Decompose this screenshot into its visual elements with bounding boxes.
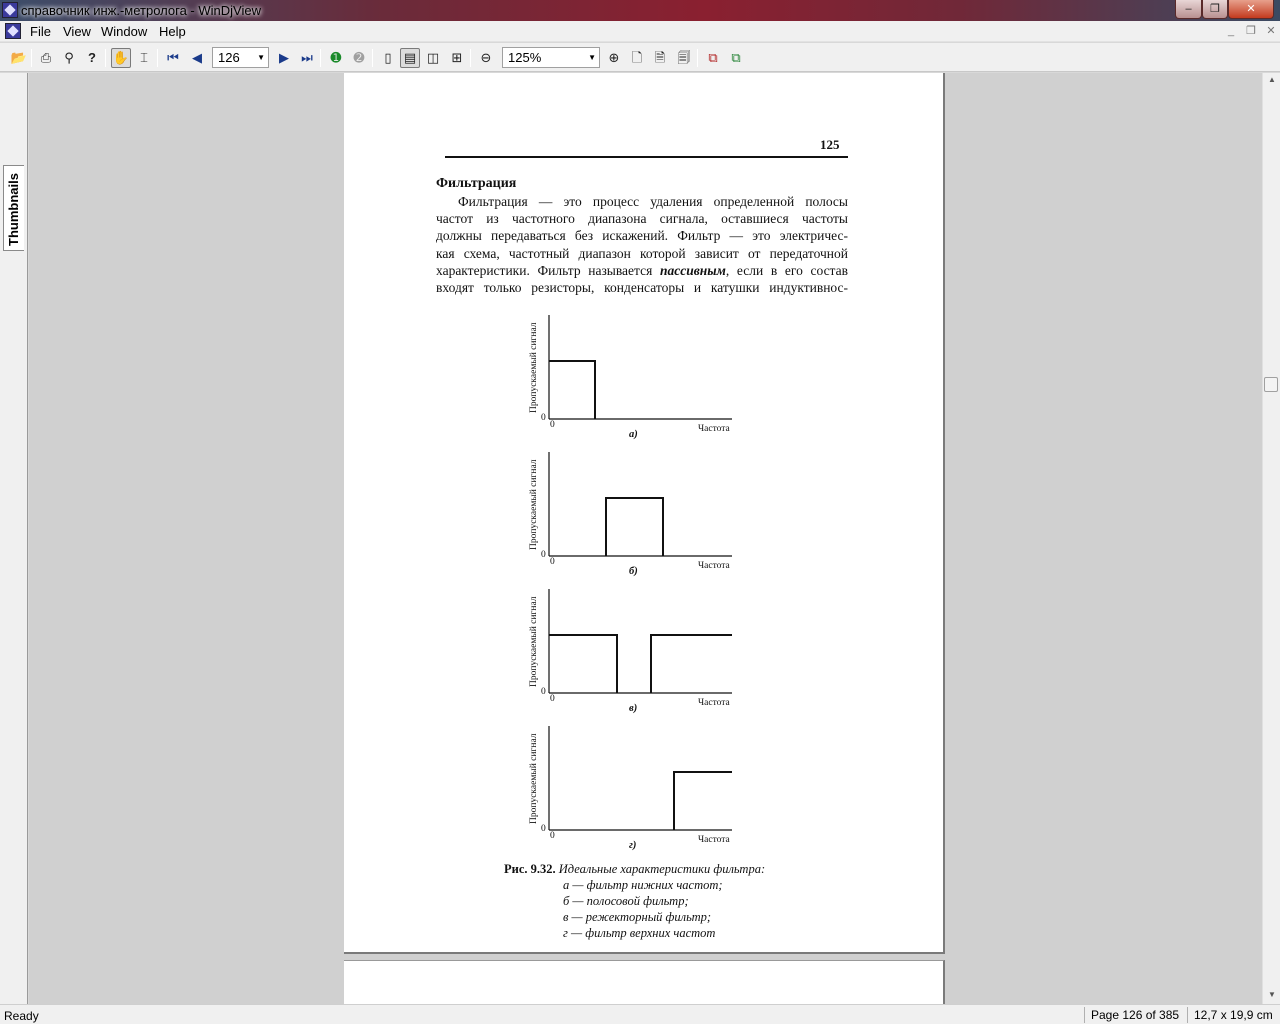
graph-zero-x: 0	[550, 557, 555, 567]
filter-graph-bandstop	[514, 589, 744, 724]
previous-page-icon[interactable]: ◀	[192, 50, 202, 65]
next-page-icon[interactable]: ▶	[279, 50, 289, 65]
thumbnails-tab-label: Thumbnails	[6, 173, 21, 246]
graph-zero-y: 0	[541, 550, 546, 560]
toolbar-separator	[470, 49, 471, 67]
graph-sublabel: г)	[629, 840, 637, 851]
mdi-minimize-button[interactable]: _	[1227, 25, 1235, 37]
graph-zero-x: 0	[550, 694, 555, 704]
zoom-out-icon[interactable]: ⊖	[480, 50, 492, 65]
scrollbar-thumb[interactable]	[1264, 377, 1278, 392]
caption-item: а — фильтр нижних частот;	[563, 878, 723, 892]
page-info: Page 126 of 385	[1084, 1007, 1184, 1023]
forward-icon[interactable]: ➊	[330, 50, 342, 65]
section-heading: Фильтрация	[436, 176, 517, 191]
document-icon[interactable]	[5, 23, 21, 39]
text-line: входят только резисторы, конденсаторы и катушки индуктивнос-	[436, 280, 848, 296]
paragraph	[436, 193, 848, 296]
header-rule	[445, 156, 848, 158]
filter-graph-lowpass	[514, 315, 744, 450]
select-tool-icon[interactable]: ⌶	[140, 50, 148, 65]
figure-title: Идеальные характеристики фильтра:	[558, 862, 766, 876]
text-line: Фильтрация — это процесс удаления определенной полосы	[458, 194, 848, 209]
figure-caption	[504, 861, 765, 941]
page-number-value: 126	[218, 50, 240, 65]
last-page-icon[interactable]: ⏭	[301, 50, 313, 65]
graph-x-label: Частота	[698, 561, 730, 571]
menu-window[interactable]: Window	[101, 24, 148, 39]
app-icon[interactable]	[2, 2, 18, 18]
rotate-left-icon[interactable]: ⧉	[708, 50, 718, 65]
text-line	[436, 262, 848, 279]
graph-y-label: Пропускаемый сигнал	[529, 733, 539, 824]
filter-graph-highpass	[514, 726, 744, 861]
page-number-combo[interactable]	[212, 47, 269, 68]
chevron-down-icon[interactable]: ▼	[257, 53, 265, 62]
zoom-in-icon[interactable]: ⊕	[608, 50, 620, 65]
vertical-scrollbar[interactable]	[1262, 73, 1280, 1004]
status-text: Ready	[4, 1009, 39, 1023]
page-number: 125	[820, 137, 840, 152]
page-size-info: 12,7 x 19,9 cm	[1187, 1007, 1280, 1023]
text-line: кая схема, частотный диапазон которой зависит от передаточной	[436, 245, 848, 261]
continuous-facing-icon[interactable]: ⊞	[451, 50, 463, 65]
graph-x-label: Частота	[698, 698, 730, 708]
scroll-down-icon[interactable]: ▼	[1268, 990, 1276, 999]
toolbar-separator	[31, 49, 32, 67]
menu-view[interactable]: View	[63, 24, 91, 39]
toolbar-separator	[105, 49, 106, 67]
document-view[interactable]	[29, 73, 1262, 1004]
menu-file[interactable]: File	[30, 24, 51, 39]
graph-y-label: Пропускаемый сигнал	[529, 459, 539, 550]
caption-item: г — фильтр верхних частот	[563, 926, 716, 940]
graph-zero-x: 0	[550, 420, 555, 430]
toolbar-separator	[320, 49, 321, 67]
toolbar-separator	[372, 49, 373, 67]
maximize-button[interactable]: ❐	[1202, 0, 1228, 19]
rotate-right-icon[interactable]: ⧉	[731, 50, 741, 65]
mdi-close-button[interactable]: ✕	[1266, 25, 1276, 37]
graph-x-label: Частота	[698, 835, 730, 845]
graph-y-label: Пропускаемый сигнал	[529, 322, 539, 413]
graph-zero-y: 0	[541, 413, 546, 423]
find-icon[interactable]: ⚲	[64, 50, 74, 65]
facing-pages-icon[interactable]: ◫	[426, 50, 440, 65]
next-document-page	[344, 960, 945, 1004]
toolbar-separator	[157, 49, 158, 67]
window-title: справочник инж.-метролога - WinDjView	[21, 3, 261, 18]
figure-number: Рис. 9.32.	[504, 862, 556, 876]
thumbnails-tab[interactable]	[3, 165, 24, 251]
menu-help[interactable]: Help	[159, 24, 186, 39]
toolbar	[0, 43, 1280, 72]
graph-sublabel: а)	[629, 429, 638, 440]
fit-page-icon[interactable]: 🗐	[677, 50, 691, 65]
text-line: частот из частотного диапазона сигнала, оставшиеся частоты	[436, 211, 848, 227]
graph-sublabel: в)	[629, 703, 638, 714]
text-fragment: характеристики. Фильтр называется	[436, 262, 660, 278]
help-icon[interactable]: ?	[88, 50, 96, 65]
status-bar	[0, 1004, 1280, 1024]
back-icon[interactable]: ➋	[353, 50, 365, 65]
graph-zero-y: 0	[541, 824, 546, 834]
filter-graph-bandpass	[514, 452, 744, 587]
mdi-restore-button[interactable]: ❐	[1246, 25, 1256, 37]
text-fragment: , если в его состав	[725, 262, 848, 278]
single-page-icon[interactable]: ▯	[384, 50, 392, 65]
graph-zero-y: 0	[541, 687, 546, 697]
continuous-page-icon[interactable]: ▤	[400, 48, 420, 68]
toolbar-separator	[697, 49, 698, 67]
graph-x-label: Частота	[698, 424, 730, 434]
caption-item: в — режекторный фильтр;	[563, 910, 712, 924]
graph-sublabel: б)	[629, 566, 638, 577]
print-icon[interactable]: ⎙	[40, 50, 52, 65]
graph-y-label: Пропускаемый сигнал	[529, 596, 539, 687]
text-line: должны передаваться без искажений. Фильтр — это электричес-	[436, 228, 848, 244]
graph-zero-x: 0	[550, 831, 555, 841]
minimize-button[interactable]: –	[1175, 0, 1202, 19]
scroll-up-icon[interactable]: ▲	[1268, 75, 1276, 84]
emphasized-term: пассивным	[659, 262, 726, 278]
chevron-down-icon[interactable]: ▼	[588, 53, 596, 62]
open-folder-icon[interactable]: 📂	[10, 50, 28, 65]
first-page-icon[interactable]: ⏮	[167, 50, 179, 65]
actual-size-icon[interactable]: 🗋	[631, 50, 643, 65]
title-bar	[0, 0, 1280, 21]
document-page	[344, 73, 945, 954]
fit-width-icon[interactable]: 🗎	[654, 50, 666, 65]
caption-item: б — полосовой фильтр;	[563, 894, 689, 908]
close-button[interactable]: ✕	[1228, 0, 1274, 19]
menu-bar	[0, 21, 1280, 42]
zoom-value: 125%	[508, 50, 542, 65]
zoom-combo[interactable]	[502, 47, 600, 68]
hand-tool-icon[interactable]: ✋	[111, 48, 131, 68]
sidebar	[0, 73, 28, 1004]
